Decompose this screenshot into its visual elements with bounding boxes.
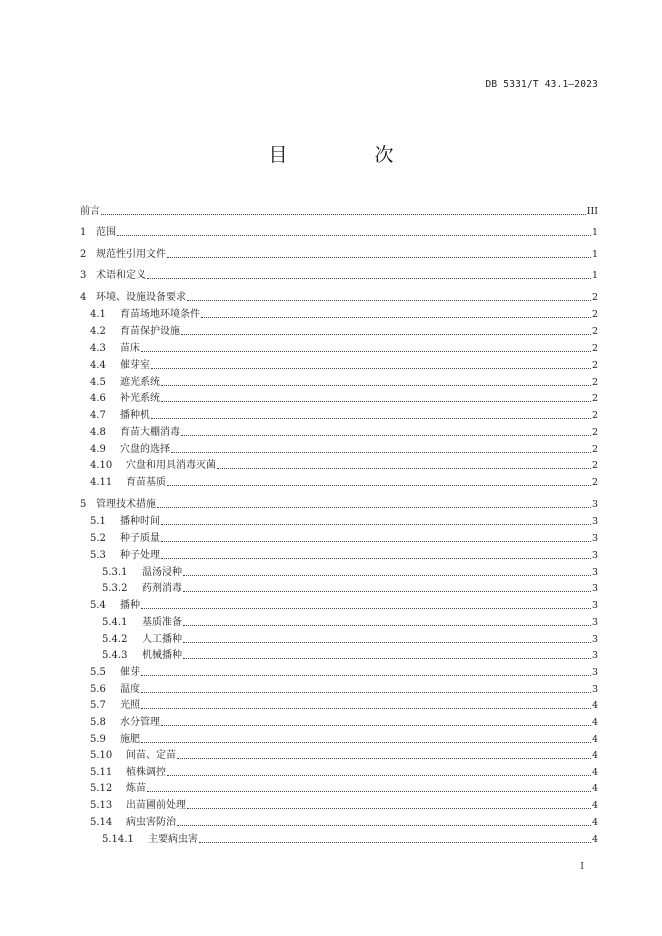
toc-entry[interactable] xyxy=(80,373,598,389)
toc-entry-page: 4 xyxy=(591,783,598,794)
toc-leader-dots xyxy=(147,278,591,279)
toc-entry-page: 3 xyxy=(591,550,598,561)
toc-leader-dots xyxy=(151,368,591,369)
toc-entry-number: 4 xyxy=(80,292,87,303)
toc-entry-page: 1 xyxy=(591,270,598,281)
toc-entry[interactable] xyxy=(80,763,598,779)
toc-entry[interactable] xyxy=(80,713,598,729)
toc-entry-page: 4 xyxy=(591,734,598,745)
toc-entry-label: 穴盘和用具消毒灭菌 xyxy=(126,460,216,471)
toc-entry-label: 播种机 xyxy=(120,410,150,421)
toc-leader-dots xyxy=(161,524,591,525)
toc-entry-label: 种子处理 xyxy=(120,550,160,561)
toc-leader-dots xyxy=(177,758,591,759)
toc-entry-label: 前言 xyxy=(80,206,100,217)
toc-leader-dots xyxy=(167,775,591,776)
toc-entry-number: 4.11 xyxy=(90,477,113,488)
toc-entry-page: 4 xyxy=(591,817,598,828)
toc-entry[interactable] xyxy=(80,613,598,629)
toc-entry-page: III xyxy=(586,206,598,217)
toc-leader-dots xyxy=(161,558,591,559)
toc-entry-number: 2 xyxy=(80,249,87,260)
toc-leader-dots xyxy=(187,300,591,301)
toc-entry[interactable] xyxy=(80,813,598,829)
toc-entry-label: 病虫害防治 xyxy=(126,817,176,828)
toc-entry-number: 4.5 xyxy=(90,377,106,388)
toc-entry-page: 3 xyxy=(591,650,598,661)
toc-leader-dots xyxy=(101,214,586,215)
toc-leader-dots xyxy=(161,541,591,542)
toc-entry-page: 4 xyxy=(591,767,598,778)
toc-entry-label: 催芽室 xyxy=(120,360,150,371)
toc-entry-number: 4.1 xyxy=(90,309,106,320)
toc-leader-dots xyxy=(161,725,591,726)
toc-entry-label: 育苗保护设施 xyxy=(120,326,180,337)
toc-entry[interactable] xyxy=(80,473,598,489)
toc-leader-dots xyxy=(183,658,591,659)
toc-entry-label: 管理技术措施 xyxy=(96,499,156,510)
toc-leader-dots xyxy=(141,708,591,709)
toc-entry-number: 5.11 xyxy=(90,767,113,778)
toc-entry-label: 机械播种 xyxy=(142,650,182,661)
toc-entry-page: 4 xyxy=(591,700,598,711)
toc-entry-page: 2 xyxy=(591,444,598,455)
toc-entry-label: 穴盘的选择 xyxy=(120,444,170,455)
toc-entry-label: 温度 xyxy=(120,684,140,695)
toc-entry[interactable] xyxy=(80,630,598,646)
toc-entry-label: 育苗大棚消毒 xyxy=(120,427,180,438)
page-title: 目 次 xyxy=(268,144,428,166)
toc-leader-dots xyxy=(183,591,591,592)
toc-entry-label: 催芽 xyxy=(120,667,140,678)
toc-entry[interactable] xyxy=(80,223,598,239)
toc-leader-dots xyxy=(183,642,591,643)
toc-entry-page: 1 xyxy=(591,249,598,260)
toc-entry-number: 4.2 xyxy=(90,326,106,337)
toc-entry-number: 4.9 xyxy=(90,444,106,455)
toc-entry-page: 3 xyxy=(591,684,598,695)
toc-leader-dots xyxy=(217,468,591,469)
toc-entry-page: 2 xyxy=(591,326,598,337)
toc-entry-number: 5.12 xyxy=(90,783,113,794)
toc-entry-number: 5.3.1 xyxy=(102,567,128,578)
toc-entry[interactable] xyxy=(80,646,598,662)
toc-entry[interactable] xyxy=(80,356,598,372)
toc-entry-label: 出苗圃前处理 xyxy=(126,800,186,811)
page-number: I xyxy=(580,861,584,872)
toc-entry[interactable] xyxy=(80,305,598,321)
toc-entry-label: 范围 xyxy=(96,227,116,238)
toc-entry-number: 5.5 xyxy=(90,667,106,678)
toc-entry-number: 5.9 xyxy=(90,734,106,745)
toc-leader-dots xyxy=(171,452,591,453)
toc-entry-number: 4.3 xyxy=(90,343,106,354)
toc-entry[interactable] xyxy=(80,529,598,545)
toc-entry[interactable] xyxy=(80,512,598,528)
toc-entry-label: 药剂消毒 xyxy=(142,583,182,594)
toc-leader-dots xyxy=(177,825,591,826)
toc-leader-dots xyxy=(141,692,591,693)
toc-leader-dots xyxy=(141,608,591,609)
toc-entry-number: 4.7 xyxy=(90,410,106,421)
toc-entry-number: 5.8 xyxy=(90,717,106,728)
toc-entry-number: 5.7 xyxy=(90,700,106,711)
toc-entry-page: 4 xyxy=(591,717,598,728)
toc-entry[interactable] xyxy=(80,456,598,472)
toc-entry[interactable] xyxy=(80,406,598,422)
toc-entry-number: 5.1 xyxy=(90,516,106,527)
toc-entry[interactable] xyxy=(80,266,598,282)
toc-entry[interactable] xyxy=(80,546,598,562)
toc-entry-page: 4 xyxy=(591,750,598,761)
toc-leader-dots xyxy=(167,257,591,258)
toc-entry-page: 3 xyxy=(591,567,598,578)
toc-entry[interactable] xyxy=(80,579,598,595)
toc-entry-label: 遮光系统 xyxy=(120,377,160,388)
toc-entry[interactable] xyxy=(80,202,598,218)
toc-entry[interactable] xyxy=(80,495,598,511)
toc-entry-label: 光照 xyxy=(120,700,140,711)
toc-entry[interactable] xyxy=(80,389,598,405)
toc-entry-label: 环境、设施设备要求 xyxy=(96,292,186,303)
toc-entry-label: 水分管理 xyxy=(120,717,160,728)
toc-entry[interactable] xyxy=(80,440,598,456)
toc-entry-number: 5.14 xyxy=(90,817,113,828)
toc-entry-page: 4 xyxy=(591,834,598,845)
toc-entry-label: 间苗、定苗 xyxy=(126,750,176,761)
toc-entry[interactable] xyxy=(80,322,598,338)
toc-leader-dots xyxy=(147,791,591,792)
toc-entry-number: 4.4 xyxy=(90,360,106,371)
toc-entry-number: 5.10 xyxy=(90,750,113,761)
toc-entry-page: 3 xyxy=(591,667,598,678)
toc-leader-dots xyxy=(199,842,591,843)
toc-entry-label: 人工播种 xyxy=(142,634,182,645)
toc-entry[interactable] xyxy=(80,339,598,355)
toc-entry[interactable] xyxy=(80,830,598,846)
toc-entry-page: 2 xyxy=(591,377,598,388)
toc-leader-dots xyxy=(183,575,591,576)
toc-entry[interactable] xyxy=(80,245,598,261)
toc-entry-label: 基质准备 xyxy=(142,617,182,628)
toc-entry-page: 2 xyxy=(591,477,598,488)
toc-entry-number: 5.2 xyxy=(90,533,106,544)
toc-entry-page: 1 xyxy=(591,227,598,238)
toc-entry-number: 5.4.2 xyxy=(102,634,128,645)
toc-leader-dots xyxy=(161,385,591,386)
toc-entry-page: 2 xyxy=(591,460,598,471)
toc-entry[interactable] xyxy=(80,288,598,304)
toc-entry-page: 2 xyxy=(591,343,598,354)
toc-entry-page: 2 xyxy=(591,309,598,320)
toc-leader-dots xyxy=(187,808,591,809)
toc-entry-number: 5.6 xyxy=(90,684,106,695)
toc-leader-dots xyxy=(201,317,591,318)
toc-entry-number: 5.3.2 xyxy=(102,583,128,594)
toc-entry-page: 3 xyxy=(591,617,598,628)
toc-entry-page: 2 xyxy=(591,393,598,404)
toc-leader-dots xyxy=(157,507,591,508)
toc-entry[interactable] xyxy=(80,779,598,795)
toc-entry[interactable] xyxy=(80,796,598,812)
toc-entry-number: 4.8 xyxy=(90,427,106,438)
toc-entry-label: 植株调控 xyxy=(126,767,166,778)
toc-leader-dots xyxy=(151,418,591,419)
toc-entry-page: 3 xyxy=(591,499,598,510)
toc-entry-label: 育苗基质 xyxy=(126,477,166,488)
toc-entry-page: 2 xyxy=(591,410,598,421)
toc-entry[interactable] xyxy=(80,596,598,612)
toc-entry-label: 术语和定义 xyxy=(96,270,146,281)
toc-entry-number: 5 xyxy=(80,499,87,510)
toc-entry-number: 3 xyxy=(80,270,87,281)
toc-entry-number: 1 xyxy=(80,227,87,238)
toc-entry-page: 2 xyxy=(591,292,598,303)
toc-leader-dots xyxy=(181,435,591,436)
toc-leader-dots xyxy=(141,351,591,352)
toc-entry-number: 5.4 xyxy=(90,600,106,611)
toc-leader-dots xyxy=(181,334,591,335)
toc-entry-label: 育苗场地环境条件 xyxy=(120,309,200,320)
toc-entry-label: 施肥 xyxy=(120,734,140,745)
toc-entry-number: 4.6 xyxy=(90,393,106,404)
toc-entry[interactable] xyxy=(80,746,598,762)
toc-entry-page: 2 xyxy=(591,360,598,371)
toc-entry-label: 苗床 xyxy=(120,343,140,354)
toc-entry-page: 3 xyxy=(591,634,598,645)
toc-entry-number: 5.13 xyxy=(90,800,113,811)
toc-entry-label: 炼苗 xyxy=(126,783,146,794)
toc-entry[interactable] xyxy=(80,696,598,712)
document-code: DB 5331/T 43.1—2023 xyxy=(485,79,598,90)
toc-entry[interactable] xyxy=(80,730,598,746)
toc-leader-dots xyxy=(167,485,591,486)
toc-entry[interactable] xyxy=(80,680,598,696)
toc-entry-label: 规范性引用文件 xyxy=(96,249,166,260)
toc-entry[interactable] xyxy=(80,563,598,579)
toc-entry-number: 5.14.1 xyxy=(102,834,134,845)
toc-entry-page: 3 xyxy=(591,600,598,611)
toc-leader-dots xyxy=(141,742,591,743)
toc-entry[interactable] xyxy=(80,423,598,439)
toc-entry-page: 2 xyxy=(591,427,598,438)
toc-entry-page: 3 xyxy=(591,516,598,527)
toc-entry-number: 5.4.3 xyxy=(102,650,128,661)
toc-entry-label: 温汤浸种 xyxy=(142,567,182,578)
toc-leader-dots xyxy=(141,675,591,676)
toc-leader-dots xyxy=(161,401,591,402)
toc-entry-label: 种子质量 xyxy=(120,533,160,544)
toc-entry-label: 播种时间 xyxy=(120,516,160,527)
toc-entry-label: 播种 xyxy=(120,600,140,611)
toc-leader-dots xyxy=(117,235,591,236)
toc-entry-label: 主要病虫害 xyxy=(148,834,198,845)
toc-leader-dots xyxy=(183,625,591,626)
toc-entry-page: 3 xyxy=(591,533,598,544)
toc-entry-page: 4 xyxy=(591,800,598,811)
toc-entry-number: 5.3 xyxy=(90,550,106,561)
toc-entry[interactable] xyxy=(80,663,598,679)
toc-entry-page: 3 xyxy=(591,583,598,594)
toc-entry-number: 5.4.1 xyxy=(102,617,128,628)
toc-entry-label: 补光系统 xyxy=(120,393,160,404)
toc-entry-number: 4.10 xyxy=(90,460,113,471)
